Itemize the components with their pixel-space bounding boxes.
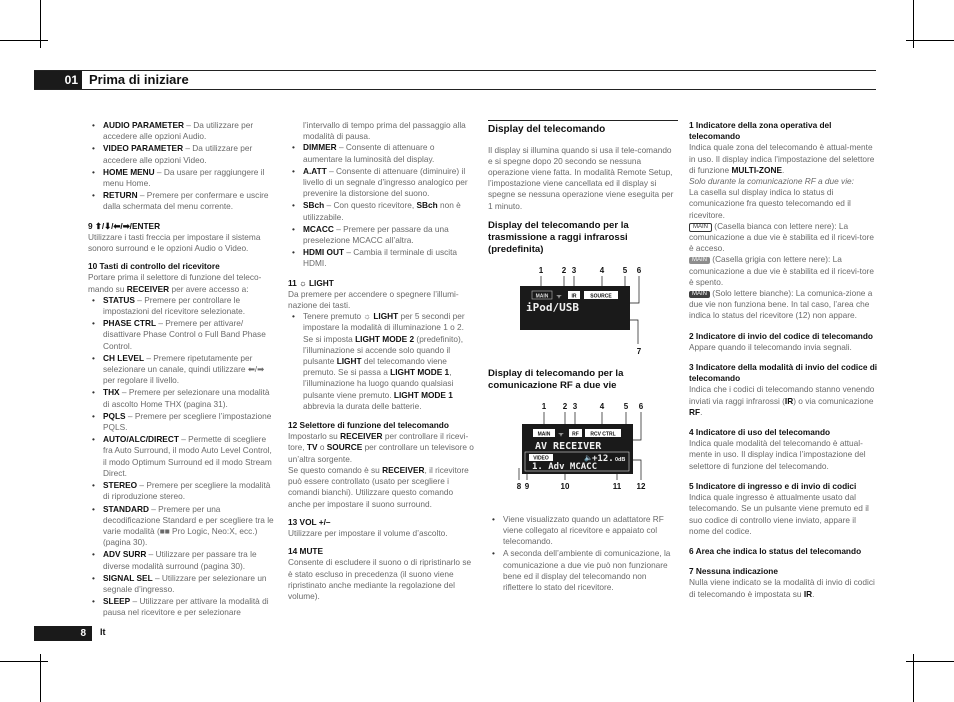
indicator-heading-1: 1 Indicatore della zona operativa del telecomando	[689, 120, 832, 142]
callout-label: 4	[599, 401, 605, 411]
list-item: • MCACC – Premere per passare da una preselezione MCACC all’altra.	[288, 224, 476, 246]
indicator-heading-3: 3 Indicatore della modalità di invio del codice di telecomando	[689, 362, 878, 384]
speaker-icon: 🔈	[584, 453, 593, 462]
paragraph: MAIN (Casella bianca con lettere nere): La comunicazione a due vie è stabilita ed il ricevi-tore è acceso.	[689, 220, 874, 254]
paragraph: Portare prima il selettore di funzione del teleco-mando su RECEIVER per avere accesso a:	[88, 272, 262, 294]
list-item: • HOME MENU – Da usare per raggiungere il menu Home.	[88, 167, 274, 189]
signal-icon: ᯤ	[558, 430, 564, 438]
callout-label: 4	[599, 265, 605, 275]
chapter-title: Prima di iniziare	[89, 72, 189, 87]
main-tag-grey: MAIN	[689, 257, 710, 264]
paragraph: Indica quale modalità del telecomando è attual-mente in uso. Il display indica l’impostazione del selettore di funzione del telecomando.	[689, 438, 866, 471]
receiver-controls-list	[88, 295, 274, 619]
paragraph: Da premere per accendere o spegnere l’illumi-nazione dei tasti.	[288, 288, 459, 311]
list-item: • THX – Premere per selezionare una modalità di ascolto Home THX (pagina 31).	[88, 387, 274, 409]
list-item: • VIDEO PARAMETER – Da utilizzare per accedere alle opzioni Video.	[88, 143, 274, 165]
list-item: • SIGNAL SEL – Utilizzare per selezionare un segnale d’ingresso.	[88, 573, 274, 595]
indicator-heading-6: 6 Area che indica lo status del telecomando	[689, 545, 862, 556]
paragraph: Indica quale zona del telecomando è attual-mente in uso. Il display indica l’impostazione del selettore di funzione MULTI-ZONE.	[689, 142, 875, 175]
main-tag: MAIN	[535, 293, 549, 300]
remote-display-rf-diagram	[488, 400, 658, 504]
paragraph: Indica quale ingresso è attualmente usato dal telecomando. Se un pulsante viene premuto ed il suo codice di controllo viene inviato, appare il nome del codice.	[689, 492, 869, 536]
list-item: • CH LEVEL – Premere ripetutamente per selezionare un canale, quindi utilizzare ⬅/➡ per regolare il livello.	[88, 353, 274, 387]
ir-tag: IR	[571, 293, 577, 300]
language-code: It	[100, 627, 106, 637]
chapter-number: 01	[34, 71, 82, 89]
callout-label: 1	[541, 401, 547, 411]
source-tag: SOURCE	[590, 293, 612, 300]
section-heading-12: 12 Selettore di funzione del telecomando	[288, 420, 449, 431]
rf-tag: RF	[572, 431, 579, 438]
callout-label: 12	[636, 481, 646, 491]
paragraph: La casella sul display indica lo status di comunicazione fra questo telecomando ed il ricevitore.	[689, 187, 851, 220]
main-tag: MAIN	[537, 431, 551, 438]
paragraph: MAIN (Solo lettere bianche): La comunica-zione a due vie non funziona bene. In tal caso, l’area che indica lo status del ricevitore (12) non appare.	[689, 288, 873, 321]
list-item: • STANDARD – Premere per una decodificazione Standard e per scegliere tra le varie modalità (■■ Pro Logic, Neo:X, ecc.) (pagina 30).	[88, 504, 274, 549]
subsection-title-rf: Display di telecomando per la comunicazione RF a due vie	[488, 367, 624, 391]
column-1	[88, 120, 274, 620]
list-item: • PQLS – Premere per scegliere l’impostazione PQLS.	[88, 411, 274, 433]
section-heading-9: 9 ⬆/⬇/⬅/➡/ENTER	[88, 220, 161, 231]
volume-db: 0dB	[615, 456, 626, 463]
video-tag: VIDEO	[533, 455, 549, 462]
section-heading-14: 14 MUTE	[288, 546, 324, 557]
menu-buttons-list	[88, 120, 274, 213]
callout-label: 6	[636, 265, 642, 275]
indicator-heading-7: 7 Nessuna indicazione	[689, 566, 778, 577]
column-4	[689, 120, 879, 600]
signal-icon: ᯤ	[556, 292, 562, 300]
list-item: • A seconda dell’ambiente di comunicazione, la comunicazione a due vie può non funzionare bene ed il display del telecomando non riflettere lo stato del ricevitore.	[488, 548, 678, 593]
list-item: • RETURN – Premere per confermare e uscire dalla schermata del menu corrente.	[88, 190, 274, 212]
crop-mark	[0, 661, 48, 662]
column-3	[488, 120, 678, 594]
callout-label: 1	[538, 265, 544, 275]
list-item: • SBch – Con questo ricevitore, SBch non è utilizzabile.	[288, 200, 476, 222]
section-heading-11: 11 ☼ LIGHT	[288, 277, 334, 288]
volume-value: +12.	[592, 453, 614, 464]
main-tag-dark: MAIN	[689, 291, 710, 298]
list-item: • STATUS – Premere per controllare le impostazioni del ricevitore selezionate.	[88, 295, 274, 317]
indicator-heading-4: 4 Indicatore di uso del telecomando	[689, 427, 831, 438]
paragraph: Impostarlo su RECEIVER per controllare il ricevi-tore, TV o SOURCE per controllare un televisore o un’altra sorgente.	[288, 431, 474, 464]
paragraph: Indica che i codici di telecomando stanno venendo inviati via raggi infrarossi (IR) o via comunicazione RF.	[689, 384, 875, 417]
section-rule	[488, 120, 678, 121]
page-number: 8	[34, 626, 92, 641]
callout-label: 9	[524, 481, 530, 491]
light-mode-list	[288, 311, 476, 412]
list-item: • Viene visualizzato quando un adattatore RF viene collegato al ricevitore e appaiato col telecomando.	[488, 514, 678, 548]
paragraph: Appare quando il telecomando invia segnali.	[689, 341, 852, 352]
callout-label: 10	[560, 481, 570, 491]
paragraph: Consente di escludere il suono o di ripristinarlo se è stato escluso in precedenza (il suono viene ripristinato anche mediante la regolazione del volume).	[288, 557, 472, 601]
paragraph: Nulla viene indicato se la modalità di invio di codici di telecomando è impostata su IR.	[689, 577, 875, 599]
paragraph: Utilizzare per impostare il volume d’ascolto.	[288, 527, 448, 538]
list-item: • A.ATT – Consente di attenuare (diminuire) il livello di un segnale d’ingresso analogico per prevenire la distorsione del suono.	[288, 166, 476, 200]
paragraph: Solo durante la comunicazione RF a due vie:	[689, 176, 854, 187]
paragraph: MAIN (Casella grigia con lettere nere): La comunicazione a due vie è stabilita ed il ricevi-tore è spento.	[689, 254, 874, 287]
callout-label: 7	[636, 346, 642, 356]
column-2	[288, 120, 476, 602]
paragraph: l’intervallo di tempo prima del passaggio alla modalità di pausa.	[303, 120, 466, 142]
list-item: • DIMMER – Consente di attenuare o aumentare la luminosità del display.	[288, 142, 476, 164]
paragraph: Il display si illumina quando si usa il tele-comando e si spegne dopo 20 secondo se nessuna operazione viene fatta. In modalità Remote Setup, l’impostazione viene cancellata ed il display si spegne se nessuna operazione viene eseguita per 1 minuto.	[488, 144, 674, 211]
indicator-heading-2: 2 Indicatore di invio del codice di telecomando	[689, 330, 873, 341]
list-item: • PHASE CTRL – Premere per attivare/ disattivare Phase Control o Full Band Phase Control.	[88, 318, 274, 352]
paragraph: Utilizzare i tasti freccia per impostare il sistema sonoro surround e le opzioni Audio o Video.	[88, 231, 261, 254]
list-item: • AUDIO PARAMETER – Da utilizzare per accedere alle opzioni Audio.	[88, 120, 274, 142]
callout-label: 2	[562, 401, 568, 411]
section-heading-10: 10 Tasti di controllo del ricevitore	[88, 261, 220, 272]
callout-label: 3	[572, 401, 578, 411]
list-item: • ADV SURR – Utilizzare per passare tra le diverse modalità surround (pagina 30).	[88, 549, 274, 571]
callout-label: 2	[561, 265, 567, 275]
main-tag-white: MAIN	[689, 223, 712, 232]
callout-label: 3	[571, 265, 577, 275]
rcv-ctrl-tag: RCV CTRL	[590, 431, 616, 438]
lcd-line-2: 1. Adv MCACC	[532, 461, 598, 472]
callout-label: 11	[612, 481, 622, 491]
receiver-controls-list-cont	[288, 142, 476, 269]
indicator-heading-5: 5 Indicatore di ingresso e di invio di codici	[689, 480, 857, 491]
list-item: • STEREO – Premere per scegliere la modalità di riproduzione stereo.	[88, 480, 274, 502]
paragraph: Se questo comando è su RECEIVER, il ricevitore può essere controllato (usato per scegliere i comandi bianchi). Utilizzare questo comando anche per impostare il suono surround.	[288, 464, 469, 509]
section-title: Display del telecomando	[488, 124, 606, 135]
callout-label: 5	[623, 401, 629, 411]
callout-label: 8	[516, 481, 522, 491]
crop-mark	[906, 661, 954, 662]
rf-notes-list	[488, 514, 678, 593]
list-item: • HDMI OUT – Cambia il terminale di uscita HDMI.	[288, 247, 476, 269]
section-heading-13: 13 VOL +/–	[288, 516, 331, 527]
lcd-line-1: AV RECEIVER	[535, 440, 602, 452]
callout-label: 6	[638, 401, 644, 411]
list-item: • AUTO/ALC/DIRECT – Permette di scegliere fra Auto Surround, il modo Auto Level Control, il modo Optimum Surround ed il modo Stream Direct.	[88, 434, 274, 479]
crop-mark	[0, 40, 48, 41]
remote-display-ir-diagram	[488, 264, 658, 358]
crop-mark	[906, 40, 954, 41]
lcd-main-text: iPod/USB	[526, 300, 579, 314]
list-item: • SLEEP – Utilizzare per attivare la modalità di pausa nel ricevitore e per selezionare	[88, 596, 274, 618]
subsection-title-ir: Display del telecomando per la trasmissione a raggi infrarossi (predefinita)	[488, 219, 629, 255]
callout-label: 5	[622, 265, 628, 275]
list-item: • Tenere premuto ☼ LIGHT per 5 secondi per impostare la modalità di illuminazione 1 o 2. Se si imposta LIGHT MODE 2 (predefinito), l’illuminazione si accende solo quando il pulsante LIGHT del telecomando viene premuto. Se si passa a LIGHT MODE 1, l’illuminazione ha luogo quando qualsiasi pulsante viene premuto. LIGHT MODE 1 abbrevia la durata delle batterie.	[288, 311, 476, 412]
